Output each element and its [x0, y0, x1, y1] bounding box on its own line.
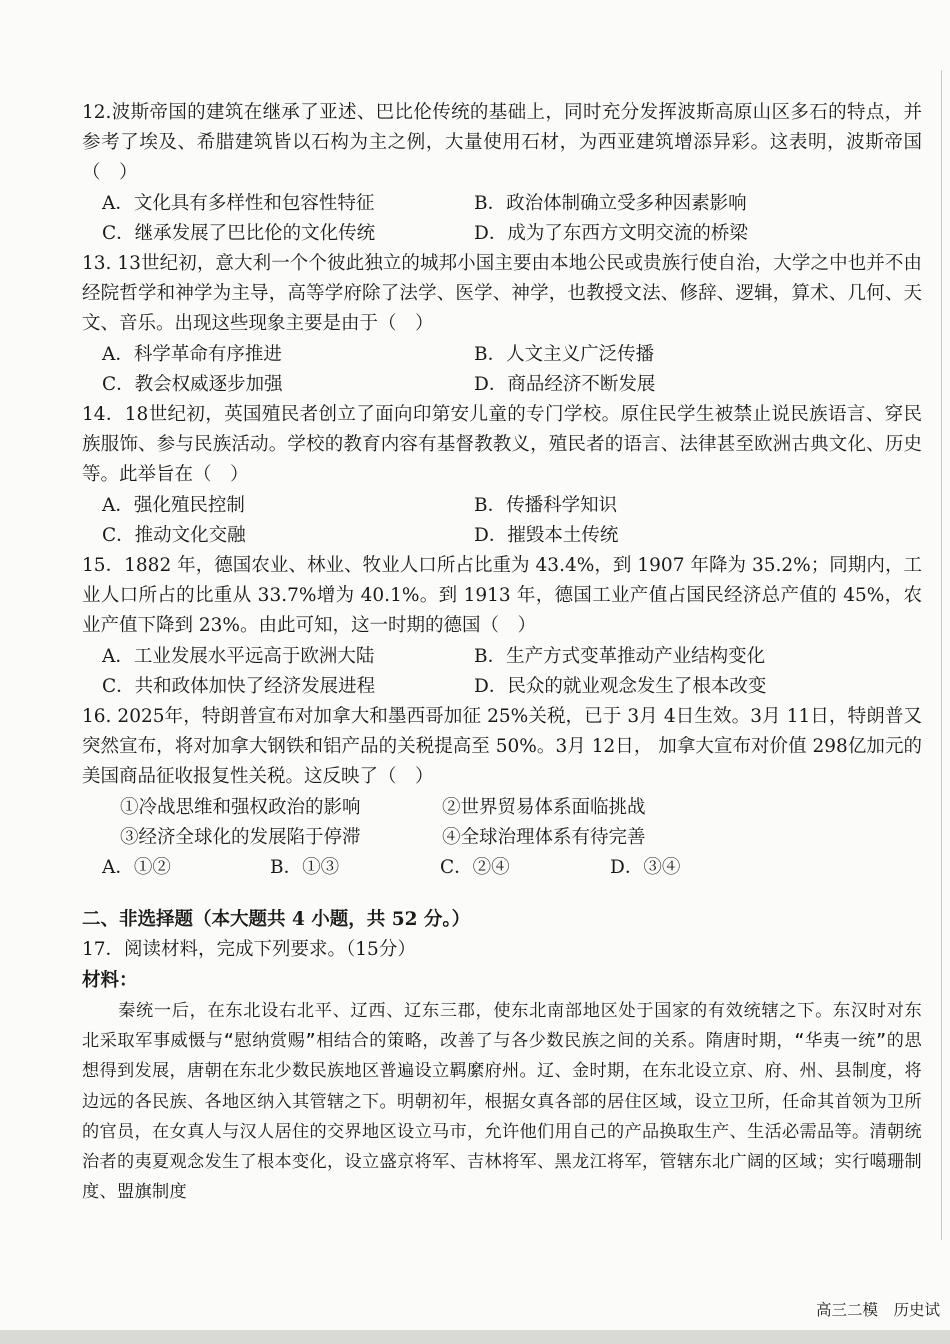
option-b: B．传播科学知识 — [474, 494, 618, 516]
material-text: 秦统一后，在东北设右北平、辽西、辽东三郡，使东北南部地区处于国家的有效统辖之下。东汉时对东北采取军事威慑与“慰纳赏赐”相结合的策略，改善了与各少数民族之间的关系。隋唐时期，“华夷一统”的思想得到发展，唐朝在东北少数民族地区普遍设立羁縻府州。辽、金时期，在东北设立京、府、州、县制度，将边远的各民族、各地区纳入其管辖之下。明朝初年，根据女真各部的居住区域，设立卫所，任命其首领为卫所的官员，在女真人与汉人居住的交界地区设立马市，允许他们用自己的产品换取生产、生活必需品等。清朝统治者的夷夏观念发生了根本变化，设立盛京将军、吉林将军、黑龙江将军，管辖东北广阔的区域；实行噶珊制度、盟旗制度 — [82, 1000, 922, 1203]
statement-2: ②世界贸易体系面临挑战 — [442, 796, 646, 818]
option-d: D．成为了东西方文明交流的桥梁 — [474, 222, 748, 244]
exam-content — [82, 98, 922, 1207]
question-13 — [82, 249, 922, 400]
question-16 — [82, 702, 922, 883]
option-a: A．工业发展水平远高于欧洲大陆 — [102, 645, 375, 667]
statement-3: ③经济全球化的发展陷于停滞 — [120, 826, 361, 848]
option-list — [102, 642, 922, 702]
option-c: C．继承发展了巴比伦的文化传统 — [102, 222, 376, 244]
question-stem: 13. 13世纪初，意大利一个个彼此独立的城邦小国主要由本地公民或贵族行使自治，大学之中也并不由经院哲学和神学为主导，高等学府除了法学、医学、神学，也教授文法、修辞、逻辑，算术、几何、天文、音乐。出现这些现象主要是由于（ ） — [82, 253, 922, 335]
question-15 — [82, 551, 922, 702]
page-footer: 高三二模 历史试 — [815, 1301, 940, 1319]
option-list — [102, 189, 922, 249]
page-edge-line — [941, 70, 942, 1240]
option-d: D．民众的就业观念发生了根本改变 — [474, 675, 767, 697]
scan-bottom-strip — [0, 1330, 950, 1344]
option-b: B．人文主义广泛传播 — [474, 343, 655, 365]
option-b: B．①③ — [270, 857, 340, 879]
question-stem: 16. 2025年，特朗普宣布对加拿大和墨西哥加征 25%关税，已于 3月 4日生效。3月 11日，特朗普又突然宣布，将对加拿大钢铁和铝产品的关税提高至 50%。3月 12日， 加拿大宣布对价值 298亿加元的美国商品征收报复性关税。这反映了（ ） — [82, 706, 922, 788]
question-stem: 17．阅读材料，完成下列要求。（15分） — [82, 939, 416, 961]
option-b: B．生产方式变革推动产业结构变化 — [474, 645, 766, 667]
question-stem: 15．1882 年，德国农业、林业、牧业人口所占比重为 43.4%，到 1907 年降为 35.2%；同期内，工业人口所占的比重从 33.7%增为 40.1%。到 1913 年，德国工业产值占国民经济总产值的 45%，农业产值下降到 23%。由此可知，这一时期的德国（ ） — [82, 555, 922, 637]
question-17 — [82, 935, 922, 1207]
option-list — [102, 491, 922, 551]
option-a: A．科学革命有序推进 — [102, 343, 282, 365]
option-a: A．文化具有多样性和包容性特征 — [102, 192, 375, 214]
option-c: C．②④ — [440, 857, 510, 879]
question-stem: 14．18世纪初，英国殖民者创立了面向印第安儿童的专门学校。原住民学生被禁止说民族语言、穿民族服饰、参与民族活动。学校的教育内容有基督教教义，殖民者的语言、法律甚至欧洲古典文化、历史等。此举旨在（ ） — [82, 404, 922, 486]
option-c: C．教会权威逐步加强 — [102, 373, 283, 395]
option-d: D．商品经济不断发展 — [474, 373, 656, 395]
option-d: D．摧毁本土传统 — [474, 524, 619, 546]
question-stem: 12.波斯帝国的建筑在继承了亚述、巴比伦传统的基础上，同时充分发挥波斯高原山区多石的特点，并参考了埃及、希腊建筑皆以石构为主之例，大量使用石材，为西亚建筑增添异彩。这表明，波斯帝国（ ） — [82, 102, 922, 184]
option-b: B．政治体制确立受多种因素影响 — [474, 192, 747, 214]
statement-1: ①冷战思维和强权政治的影响 — [120, 796, 361, 818]
question-14 — [82, 400, 922, 551]
option-list — [102, 853, 922, 883]
statement-list — [120, 793, 922, 853]
question-12 — [82, 98, 922, 249]
option-a: A．强化殖民控制 — [102, 494, 245, 516]
section-heading: 二、非选择题（本大题共 4 小题，共 52 分。） — [82, 909, 471, 931]
material-label: 材料： — [82, 969, 138, 991]
statement-4: ④全球治理体系有待完善 — [442, 826, 646, 848]
option-c: C．共和政体加快了经济发展进程 — [102, 675, 376, 697]
option-a: A．①② — [102, 857, 171, 879]
option-list — [102, 340, 922, 400]
option-c: C．推动文化交融 — [102, 524, 246, 546]
option-d: D．③④ — [610, 857, 681, 879]
